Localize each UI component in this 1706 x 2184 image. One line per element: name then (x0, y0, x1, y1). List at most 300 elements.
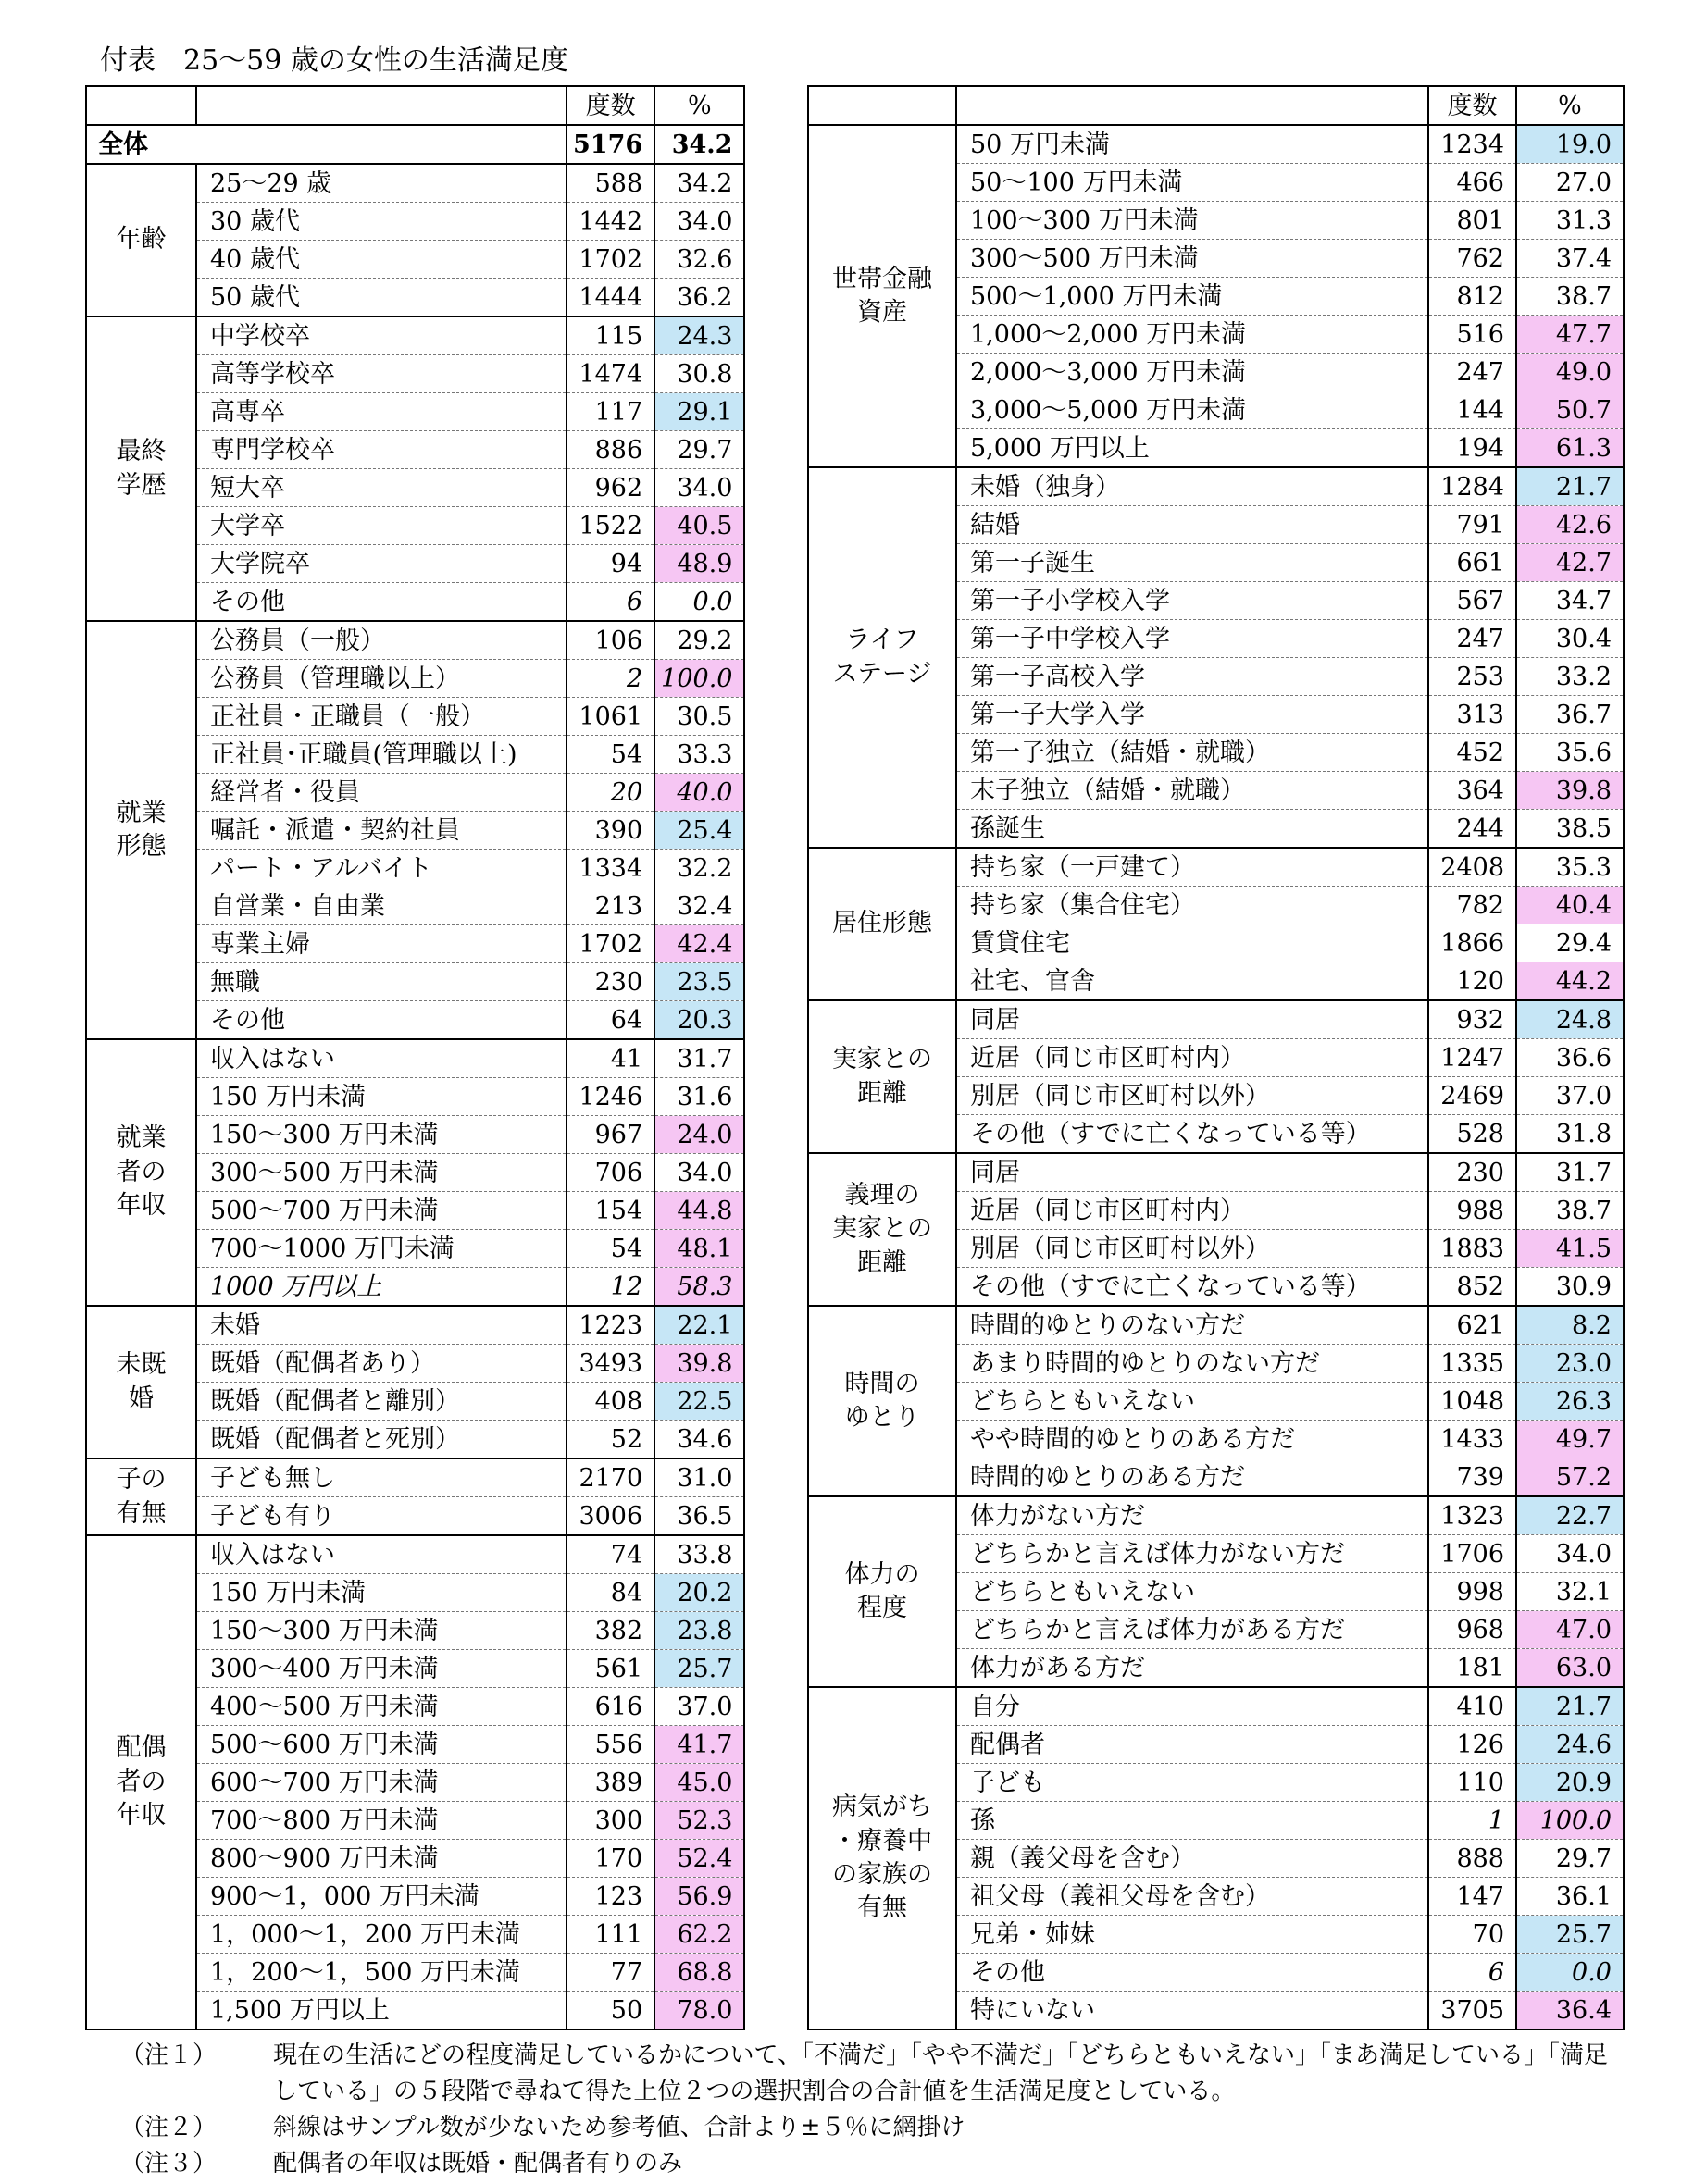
header-pct: % (654, 86, 744, 125)
row-label: 25～29 歳 (196, 164, 567, 203)
row-pct: 44.2 (1516, 962, 1624, 1001)
row-count: 154 (567, 1192, 654, 1230)
row-count: 852 (1428, 1268, 1516, 1307)
row-pct: 44.8 (654, 1192, 744, 1230)
row-pct: 37.0 (654, 1688, 744, 1726)
row-count: 54 (567, 1230, 654, 1268)
row-pct: 31.0 (654, 1458, 744, 1497)
row-pct: 57.2 (1516, 1458, 1624, 1497)
row-pct: 41.5 (1516, 1230, 1624, 1268)
row-label: 末子独立（結婚・就職） (956, 772, 1428, 810)
row-label: 賃貸住宅 (956, 924, 1428, 962)
header-blank-cell (86, 86, 196, 125)
row-pct: 32.4 (654, 887, 744, 925)
row-count: 3493 (567, 1345, 654, 1383)
group-label: ライフ ステージ (808, 467, 956, 848)
row-label: 同居 (956, 1000, 1428, 1039)
row-label: 孫 (956, 1802, 1428, 1840)
row-label: 自分 (956, 1687, 1428, 1726)
row-label: 時間的ゆとりのない方だ (956, 1306, 1428, 1345)
row-count: 1702 (567, 241, 654, 279)
note-text: 現在の生活にどの程度満足しているかについて、「不満だ」「やや不満だ」「どちらともいえない」「まあ満足している」「満足している」の５段階で尋ねて得た上位２つの選択割合の合計値を生活満足度としている。 (273, 2041, 1608, 2105)
row-pct: 38.7 (1516, 278, 1624, 316)
row-count: 115 (567, 316, 654, 355)
row-count: 988 (1428, 1192, 1516, 1230)
row-count: 1061 (567, 698, 654, 736)
row-pct: 31.7 (1516, 1153, 1624, 1192)
row-count: 1335 (1428, 1345, 1516, 1383)
row-label: 30 歳代 (196, 203, 567, 241)
row-label: 400～500 万円未満 (196, 1688, 567, 1726)
row-count: 382 (567, 1612, 654, 1650)
row-label: 第一子誕生 (956, 544, 1428, 582)
row-count: 1442 (567, 203, 654, 241)
row-count: 1474 (567, 355, 654, 393)
header-blank-cell (956, 86, 1428, 125)
row-pct: 45.0 (654, 1764, 744, 1802)
row-pct: 20.2 (654, 1574, 744, 1612)
row-pct: 34.0 (654, 203, 744, 241)
table-row (808, 1306, 1624, 1345)
row-pct: 34.6 (654, 1421, 744, 1459)
row-count: 123 (567, 1878, 654, 1916)
row-pct: 56.9 (654, 1878, 744, 1916)
row-count: 886 (567, 431, 654, 469)
row-pct: 30.5 (654, 698, 744, 736)
row-pct: 38.5 (1516, 810, 1624, 849)
row-count: 390 (567, 812, 654, 850)
row-label: 祖父母（義祖父母を含む） (956, 1878, 1428, 1916)
group-label: 就業 形態 (86, 621, 196, 1039)
row-pct: 52.4 (654, 1840, 744, 1878)
group-label: 体力の 程度 (808, 1496, 956, 1687)
row-pct: 100.0 (1516, 1802, 1624, 1840)
row-label: 第一子中学校入学 (956, 620, 1428, 658)
row-count: 739 (1428, 1458, 1516, 1497)
row-pct: 8.2 (1516, 1306, 1624, 1345)
row-count: 230 (1428, 1153, 1516, 1192)
row-pct: 29.2 (654, 621, 744, 660)
row-count: 2 (567, 660, 654, 698)
row-label: 兄弟・姉妹 (956, 1916, 1428, 1954)
row-label: 1,000～2,000 万円未満 (956, 316, 1428, 354)
row-pct: 34.0 (654, 469, 744, 507)
row-count: 364 (1428, 772, 1516, 810)
table-row (808, 1496, 1624, 1535)
row-pct: 35.3 (1516, 848, 1624, 887)
row-pct: 39.8 (1516, 772, 1624, 810)
row-pct: 25.4 (654, 812, 744, 850)
row-label: 親（義父母を含む） (956, 1840, 1428, 1878)
row-count: 932 (1428, 1000, 1516, 1039)
row-pct: 48.1 (654, 1230, 744, 1268)
row-count: 1323 (1428, 1496, 1516, 1535)
row-count: 12 (567, 1268, 654, 1307)
row-count: 567 (1428, 582, 1516, 620)
note-item (120, 2110, 1615, 2146)
row-count: 968 (1428, 1611, 1516, 1649)
row-label: 未婚 (196, 1306, 567, 1345)
header-blank-cell (808, 86, 956, 125)
row-pct: 39.8 (654, 1345, 744, 1383)
table-row (86, 316, 744, 355)
row-label: 別居（同じ市区町村以外） (956, 1230, 1428, 1268)
row-label: 150 万円未満 (196, 1078, 567, 1116)
row-label: その他（すでに亡くなっている等） (956, 1115, 1428, 1154)
row-pct: 62.2 (654, 1916, 744, 1954)
row-count: 120 (1428, 962, 1516, 1001)
group-label: 子の 有無 (86, 1458, 196, 1535)
row-count: 117 (567, 393, 654, 431)
table-row (86, 1306, 744, 1345)
row-pct: 22.1 (654, 1306, 744, 1345)
row-pct: 52.3 (654, 1802, 744, 1840)
row-pct: 36.2 (654, 279, 744, 317)
row-count: 94 (567, 545, 654, 583)
row-count: 244 (1428, 810, 1516, 849)
row-count: 561 (567, 1650, 654, 1688)
row-pct: 23.5 (654, 963, 744, 1001)
row-count: 1284 (1428, 467, 1516, 506)
row-count: 1334 (567, 850, 654, 887)
row-count: 791 (1428, 506, 1516, 544)
row-count: 20 (567, 774, 654, 812)
row-pct: 29.7 (1516, 1840, 1624, 1878)
row-pct: 40.0 (654, 774, 744, 812)
row-count: 6 (567, 583, 654, 622)
row-label: 第一子独立（結婚・就職） (956, 734, 1428, 772)
group-label: 就業 者の 年収 (86, 1039, 196, 1306)
row-label: 別居（同じ市区町村以外） (956, 1077, 1428, 1115)
table-row (86, 621, 744, 660)
row-count: 1 (1428, 1802, 1516, 1840)
row-count: 616 (567, 1688, 654, 1726)
row-label: 5,000 万円以上 (956, 429, 1428, 468)
row-pct: 29.4 (1516, 924, 1624, 962)
row-count: 528 (1428, 1115, 1516, 1154)
row-pct: 100.0 (654, 660, 744, 698)
row-count: 998 (1428, 1573, 1516, 1611)
row-count: 1706 (1428, 1535, 1516, 1573)
table-row (808, 467, 1624, 506)
row-pct: 32.2 (654, 850, 744, 887)
row-label: 3,000～5,000 万円未満 (956, 391, 1428, 429)
row-label: 公務員（一般） (196, 621, 567, 660)
row-label: 持ち家（一戸建て） (956, 848, 1428, 887)
row-count: 516 (1428, 316, 1516, 354)
total-pct: 34.2 (654, 125, 744, 164)
row-pct: 33.2 (1516, 658, 1624, 696)
row-label: その他 (196, 583, 567, 622)
row-count: 247 (1428, 354, 1516, 391)
row-label: 既婚（配偶者と死別） (196, 1421, 567, 1459)
row-pct: 33.8 (654, 1535, 744, 1574)
row-pct: 33.3 (654, 736, 744, 774)
row-count: 556 (567, 1726, 654, 1764)
row-pct: 68.8 (654, 1954, 744, 1992)
row-pct: 36.7 (1516, 696, 1624, 734)
row-count: 64 (567, 1001, 654, 1040)
row-pct: 40.4 (1516, 887, 1624, 924)
notes (120, 2038, 1615, 2182)
table-row (808, 1687, 1624, 1726)
row-count: 126 (1428, 1726, 1516, 1764)
row-pct: 20.3 (654, 1001, 744, 1040)
row-label: 無職 (196, 963, 567, 1001)
row-pct: 32.6 (654, 241, 744, 279)
row-label: 既婚（配偶者あり） (196, 1345, 567, 1383)
row-label: 未婚（独身） (956, 467, 1428, 506)
row-label: 40 歳代 (196, 241, 567, 279)
row-count: 253 (1428, 658, 1516, 696)
row-label: 公務員（管理職以上） (196, 660, 567, 698)
row-pct: 50.7 (1516, 391, 1624, 429)
row-count: 106 (567, 621, 654, 660)
row-count: 782 (1428, 887, 1516, 924)
row-label: 経営者・役員 (196, 774, 567, 812)
row-pct: 21.7 (1516, 1687, 1624, 1726)
row-label: 高専卒 (196, 393, 567, 431)
row-count: 888 (1428, 1840, 1516, 1878)
row-count: 661 (1428, 544, 1516, 582)
row-pct: 24.0 (654, 1116, 744, 1154)
row-count: 1048 (1428, 1383, 1516, 1421)
row-label: 50 万円未満 (956, 125, 1428, 164)
row-label: 第一子小学校入学 (956, 582, 1428, 620)
row-pct: 47.7 (1516, 316, 1624, 354)
row-count: 84 (567, 1574, 654, 1612)
row-count: 3705 (1428, 1992, 1516, 2030)
row-count: 812 (1428, 278, 1516, 316)
row-label: 900～1，000 万円未満 (196, 1878, 567, 1916)
row-label: 500～700 万円未満 (196, 1192, 567, 1230)
row-label: 300～400 万円未満 (196, 1650, 567, 1688)
row-label: 700～800 万円未満 (196, 1802, 567, 1840)
row-pct: 25.7 (1516, 1916, 1624, 1954)
row-pct: 41.7 (654, 1726, 744, 1764)
row-label: 500～1,000 万円未満 (956, 278, 1428, 316)
row-count: 1246 (567, 1078, 654, 1116)
row-label: 1,500 万円以上 (196, 1992, 567, 2030)
row-label: 150～300 万円未満 (196, 1116, 567, 1154)
row-pct: 19.0 (1516, 125, 1624, 164)
row-pct: 42.4 (654, 925, 744, 963)
row-count: 213 (567, 887, 654, 925)
row-pct: 24.3 (654, 316, 744, 355)
row-pct: 30.9 (1516, 1268, 1624, 1307)
row-count: 313 (1428, 696, 1516, 734)
row-pct: 49.7 (1516, 1421, 1624, 1458)
row-label: 体力がある方だ (956, 1649, 1428, 1688)
row-count: 588 (567, 164, 654, 203)
row-label: 孫誕生 (956, 810, 1428, 849)
row-label: 50～100 万円未満 (956, 164, 1428, 202)
group-label: 世帯金融 資産 (808, 125, 956, 467)
row-label: どちらかと言えば体力がない方だ (956, 1535, 1428, 1573)
row-label: どちらともいえない (956, 1573, 1428, 1611)
row-label: どちらともいえない (956, 1383, 1428, 1421)
row-pct: 31.3 (1516, 202, 1624, 240)
row-count: 2408 (1428, 848, 1516, 887)
group-label: 居住形態 (808, 848, 956, 1000)
header-blank-cell (196, 86, 567, 125)
row-count: 1234 (1428, 125, 1516, 164)
row-label: あまり時間的ゆとりのない方だ (956, 1345, 1428, 1383)
row-label: 中学校卒 (196, 316, 567, 355)
group-label: 病気がち ・療養中 の家族の 有無 (808, 1687, 956, 2029)
row-label: 近居（同じ市区町村内） (956, 1192, 1428, 1230)
row-count: 2170 (567, 1458, 654, 1497)
row-pct: 0.0 (1516, 1954, 1624, 1992)
row-count: 408 (567, 1383, 654, 1421)
row-label: 子ども (956, 1764, 1428, 1802)
row-count: 41 (567, 1039, 654, 1078)
row-label: 持ち家（集合住宅） (956, 887, 1428, 924)
row-label: やや時間的ゆとりのある方だ (956, 1421, 1428, 1458)
row-pct: 40.5 (654, 507, 744, 545)
row-label: パート・アルバイト (196, 850, 567, 887)
note-label: （注３） (120, 2150, 218, 2178)
row-label: 第一子大学入学 (956, 696, 1428, 734)
note-label: （注１） (120, 2041, 218, 2069)
row-count: 77 (567, 1954, 654, 1992)
row-pct: 42.6 (1516, 506, 1624, 544)
row-pct: 34.0 (1516, 1535, 1624, 1573)
row-label: 1000 万円以上 (196, 1268, 567, 1307)
row-label: 300～500 万円未満 (196, 1154, 567, 1192)
row-label: 専門学校卒 (196, 431, 567, 469)
row-pct: 31.7 (654, 1039, 744, 1078)
row-count: 1433 (1428, 1421, 1516, 1458)
row-label: 正社員･正職員(管理職以上) (196, 736, 567, 774)
row-pct: 31.8 (1516, 1115, 1624, 1154)
row-label: 第一子高校入学 (956, 658, 1428, 696)
row-count: 52 (567, 1421, 654, 1459)
row-pct: 20.9 (1516, 1764, 1624, 1802)
row-label: 500～600 万円未満 (196, 1726, 567, 1764)
row-label: 体力がない方だ (956, 1496, 1428, 1535)
row-pct: 23.8 (654, 1612, 744, 1650)
group-label: 未既 婚 (86, 1306, 196, 1458)
row-count: 74 (567, 1535, 654, 1574)
group-label: 義理の 実家との 距離 (808, 1153, 956, 1306)
row-count: 110 (1428, 1764, 1516, 1802)
table-row (808, 1000, 1624, 1039)
row-count: 1223 (567, 1306, 654, 1345)
note-text: 配偶者の年収は既婚・配偶者有りのみ (273, 2150, 683, 2178)
header-row (86, 86, 744, 125)
row-pct: 32.1 (1516, 1573, 1624, 1611)
row-pct: 48.9 (654, 545, 744, 583)
row-pct: 0.0 (654, 583, 744, 622)
row-label: 800～900 万円未満 (196, 1840, 567, 1878)
table-row (86, 1458, 744, 1497)
row-count: 2469 (1428, 1077, 1516, 1115)
table-row (86, 1039, 744, 1078)
row-count: 70 (1428, 1916, 1516, 1954)
row-pct: 27.0 (1516, 164, 1624, 202)
row-count: 962 (567, 469, 654, 507)
row-count: 706 (567, 1154, 654, 1192)
row-pct: 37.0 (1516, 1077, 1624, 1115)
note-item (120, 2038, 1615, 2110)
row-pct: 31.6 (654, 1078, 744, 1116)
row-pct: 29.1 (654, 393, 744, 431)
header-row (808, 86, 1624, 125)
group-label: 最終 学歴 (86, 316, 196, 621)
row-pct: 26.3 (1516, 1383, 1624, 1421)
row-pct: 34.7 (1516, 582, 1624, 620)
row-pct: 25.7 (654, 1650, 744, 1688)
row-count: 1866 (1428, 924, 1516, 962)
row-label: 600～700 万円未満 (196, 1764, 567, 1802)
row-count: 147 (1428, 1878, 1516, 1916)
row-pct: 23.0 (1516, 1345, 1624, 1383)
total-row (86, 125, 744, 164)
note-label: （注２） (120, 2114, 218, 2141)
row-label: 同居 (956, 1153, 1428, 1192)
total-count: 5176 (567, 125, 654, 164)
row-pct: 63.0 (1516, 1649, 1624, 1688)
group-label: 時間の ゆとり (808, 1306, 956, 1496)
row-pct: 29.7 (654, 431, 744, 469)
group-label: 実家との 距離 (808, 1000, 956, 1153)
page-title: 付表 25～59 歳の女性の生活満足度 (100, 44, 568, 77)
row-label: 700～1000 万円未満 (196, 1230, 567, 1268)
row-count: 144 (1428, 391, 1516, 429)
row-count: 389 (567, 1764, 654, 1802)
row-pct: 61.3 (1516, 429, 1624, 468)
row-pct: 21.7 (1516, 467, 1624, 506)
row-count: 170 (567, 1840, 654, 1878)
note-item (120, 2146, 1615, 2182)
row-label: 50 歳代 (196, 279, 567, 317)
row-count: 801 (1428, 202, 1516, 240)
row-pct: 24.6 (1516, 1726, 1624, 1764)
row-pct: 30.4 (1516, 620, 1624, 658)
row-label: その他 (196, 1001, 567, 1040)
row-label: 150～300 万円未満 (196, 1612, 567, 1650)
row-pct: 78.0 (654, 1992, 744, 2030)
row-label: 嘱託・派遣・契約社員 (196, 812, 567, 850)
row-label: 時間的ゆとりのある方だ (956, 1458, 1428, 1497)
row-label: 2,000～3,000 万円未満 (956, 354, 1428, 391)
row-count: 6 (1428, 1954, 1516, 1992)
left-table (85, 85, 745, 2030)
header-count: 度数 (1428, 86, 1516, 125)
row-label: 特にいない (956, 1992, 1428, 2030)
row-pct: 42.7 (1516, 544, 1624, 582)
row-count: 1883 (1428, 1230, 1516, 1268)
row-label: その他（すでに亡くなっている等） (956, 1268, 1428, 1307)
row-count: 54 (567, 736, 654, 774)
row-label: 1，200～1，500 万円未満 (196, 1954, 567, 1992)
header-count: 度数 (567, 86, 654, 125)
header-pct: % (1516, 86, 1624, 125)
row-label: 収入はない (196, 1535, 567, 1574)
row-count: 967 (567, 1116, 654, 1154)
row-pct: 30.8 (654, 355, 744, 393)
row-label: 150 万円未満 (196, 1574, 567, 1612)
row-count: 247 (1428, 620, 1516, 658)
row-pct: 36.4 (1516, 1992, 1624, 2030)
row-count: 621 (1428, 1306, 1516, 1345)
row-count: 3006 (567, 1497, 654, 1536)
row-count: 466 (1428, 164, 1516, 202)
row-label: 大学卒 (196, 507, 567, 545)
row-pct: 34.2 (654, 164, 744, 203)
right-table (807, 85, 1625, 2030)
